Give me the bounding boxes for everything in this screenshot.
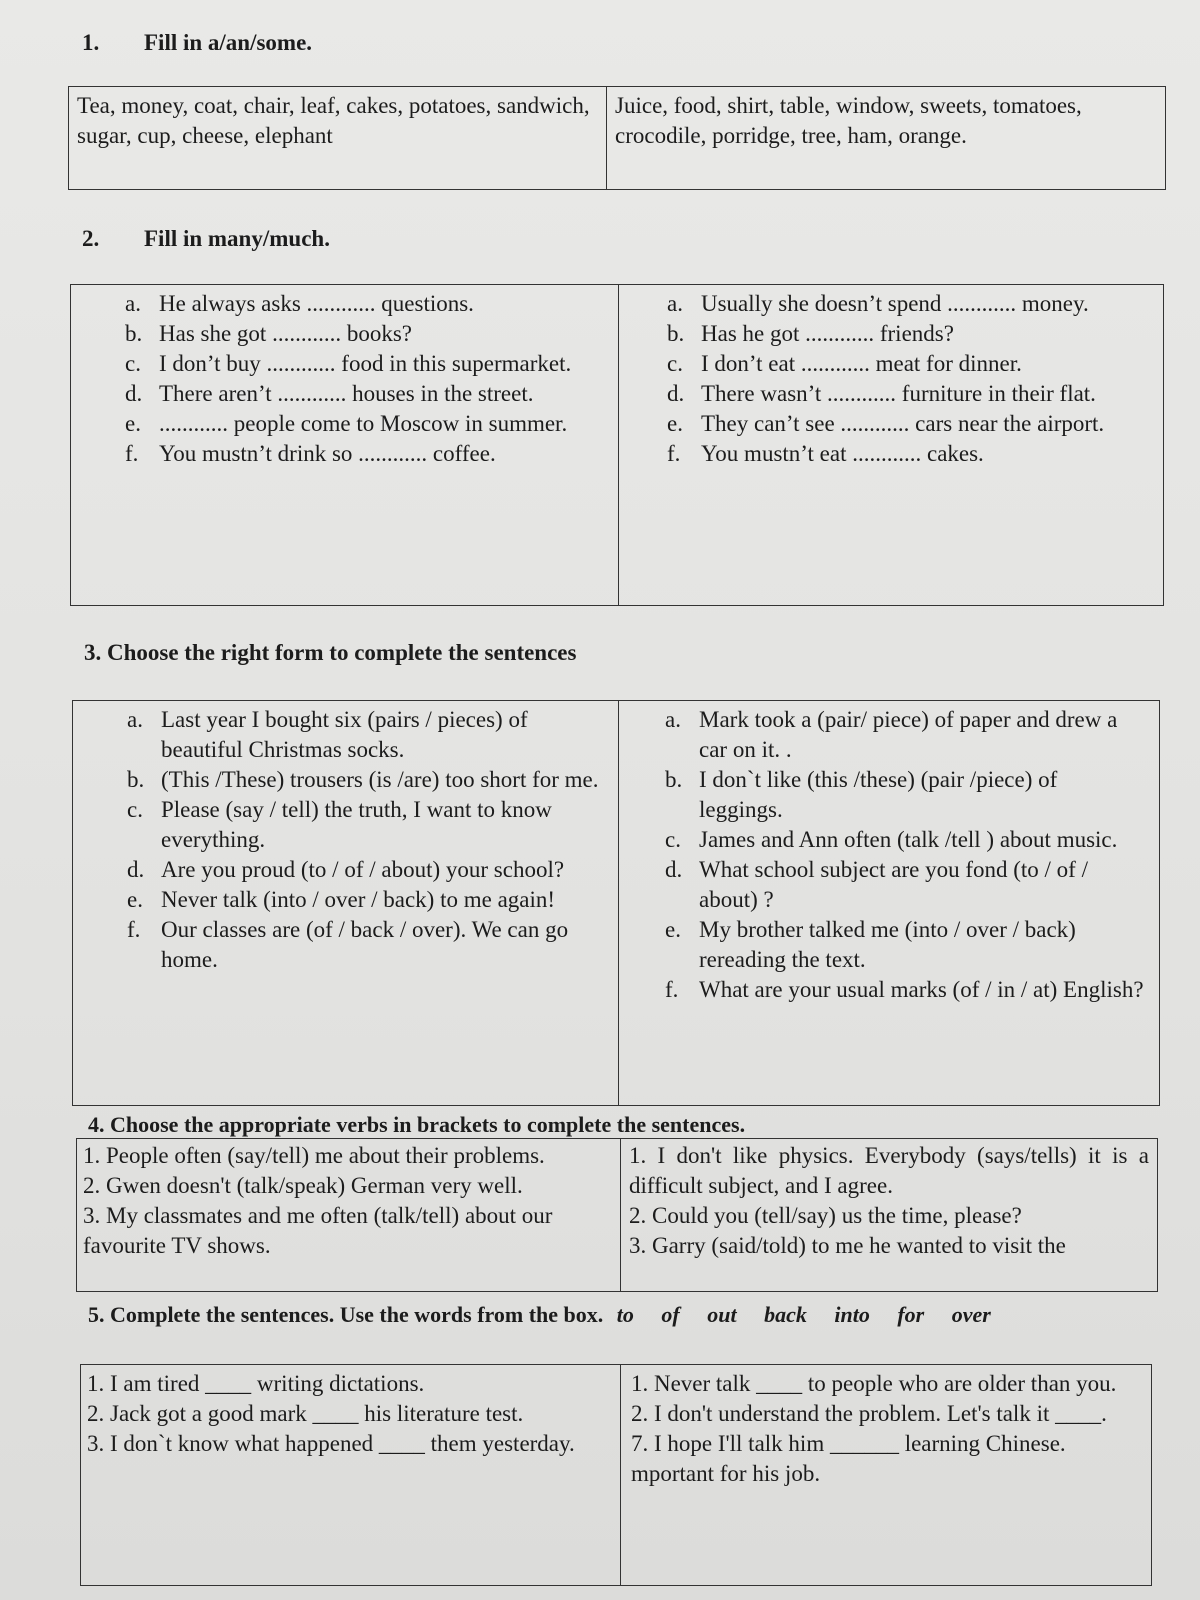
exercise-5-right-column [620, 1365, 1151, 1585]
exercise-3-box [72, 700, 1160, 1106]
list-item: c. James and Ann often (talk /tell ) about music. [665, 827, 1118, 852]
list-item: f. Our classes are (of / back / over). We can go home. [127, 917, 569, 972]
list-item: 3. My classmates and me often (talk/tell) about our favourite TV shows. [83, 1203, 553, 1258]
list-item: 3. Garry (said/told) to me he wanted to visit the [628, 1233, 1066, 1258]
exercise-2-left-column [71, 285, 618, 605]
list-item: b. Has he got ............ friends? [667, 321, 954, 346]
list-item: 2. Gwen doesn't (talk/speak) German very well. [83, 1173, 523, 1198]
list-item: f. You mustn’t drink so ............ coffee. [125, 441, 496, 466]
list-item: c. I don’t buy ............ food in this supermarket. [125, 351, 572, 376]
list-item: 3. I don`t know what happened ____ them yesterday. [87, 1431, 575, 1456]
list-item: e. They can’t see ............ cars near the airport. [667, 411, 1105, 436]
word-bank-item: into [834, 1302, 870, 1327]
exercise-2-right-column [618, 285, 1163, 605]
word-bank-item: for [897, 1302, 925, 1327]
list-item: d. There wasn’t ............ furniture in their flat. [667, 381, 1096, 406]
list-item: d. There aren’t ............ houses in the street. [125, 381, 534, 406]
word-bank-item: out [707, 1302, 737, 1327]
list-item: 1. I am tired ____ writing dictations. [87, 1371, 425, 1396]
exercise-3-left-column [73, 701, 618, 1105]
list-item: mportant for his job. [630, 1461, 821, 1486]
list-item: 1. People often (say/tell) me about their problems. [83, 1143, 545, 1168]
word-bank-item: over [951, 1302, 991, 1327]
list-item: f. You mustn’t eat ............ cakes. [667, 441, 984, 466]
exercise-3-heading: 3. Choose the right form to complete the sentences [84, 640, 577, 665]
list-item: a. Mark took a (pair/ piece) of paper and drew a car on it. . [665, 707, 1118, 762]
exercise-1-title: Fill in a/an/some. [144, 30, 313, 55]
word-bank-item: of [661, 1302, 680, 1327]
list-item: e. ............ people come to Moscow in summer. [125, 411, 568, 436]
list-item: 1. Never talk ____ to people who are older than you. [630, 1371, 1117, 1396]
exercise-5-heading [88, 1298, 1148, 1332]
list-item: a. He always asks ............ questions. [125, 291, 474, 316]
list-item: 2. I don't understand the problem. Let's talk it ____. [630, 1401, 1107, 1426]
exercise-5-title: 5. Complete the sentences. Use the words from the box. [88, 1302, 604, 1327]
list-item: 1. I don't like physics. Everybody (says/tells) it is a difficult subject, and I agree. [628, 1143, 1149, 1198]
list-item: 2. Could you (tell/say) us the time, please? [628, 1203, 1022, 1228]
exercise-5-box [80, 1364, 1152, 1586]
exercise-1-heading [82, 30, 312, 56]
exercise-1-left-cell: Tea, money, coat, chair, leaf, cakes, potatoes, sandwich, sugar, cup, cheese, elephant [77, 93, 590, 148]
list-item: d. Are you proud (to / of / about) your school? [127, 857, 565, 882]
list-item: e. My brother talked me (into / over / back) rereading the text. [665, 917, 1076, 972]
exercise-2-box [70, 284, 1164, 606]
exercise-5-left-column [81, 1365, 620, 1585]
exercise-2-number: 2. [82, 226, 100, 251]
exercise-2-title: Fill in many/much. [144, 226, 330, 251]
list-item: f. What are your usual marks (of / in / at) English? [665, 977, 1144, 1002]
list-item: a. Last year I bought six (pairs / pieces) of beautiful Christmas socks. [127, 707, 528, 762]
word-bank-item: to [616, 1302, 634, 1327]
list-item: b. (This /These) trousers (is /are) too short for me. [127, 767, 599, 792]
exercise-4-box [76, 1138, 1158, 1292]
exercise-3-right-column [618, 701, 1159, 1105]
word-bank-item: back [764, 1302, 807, 1327]
exercise-4-left-column [77, 1139, 620, 1291]
exercise-4-right-column [620, 1139, 1157, 1291]
list-item: c. I don’t eat ............ meat for dinner. [667, 351, 1022, 376]
list-item: b. Has she got ............ books? [125, 321, 412, 346]
exercise-1-number: 1. [82, 30, 100, 55]
list-item: b. I don`t like (this /these) (pair /piece) of leggings. [665, 767, 1058, 822]
list-item: a. Usually she doesn’t spend ............ money. [667, 291, 1089, 316]
list-item: d. What school subject are you fond (to / of / about) ? [665, 857, 1088, 912]
exercise-4-heading: 4. Choose the appropriate verbs in brackets to complete the sentences. [88, 1112, 746, 1137]
list-item: 2. Jack got a good mark ____ his literature test. [87, 1401, 524, 1426]
list-item: c. Please (say / tell) the truth, I want to know everything. [127, 797, 552, 852]
exercise-1-box [68, 86, 1166, 190]
exercise-2-heading [82, 226, 330, 252]
exercise-1-right-cell: Juice, food, shirt, table, window, sweets, tomatoes, crocodile, porridge, tree, ham, orange. [606, 87, 1165, 189]
list-item: 7. I hope I'll talk him ______ learning Chinese. [630, 1431, 1066, 1456]
list-item: e. Never talk (into / over / back) to me again! [127, 887, 556, 912]
